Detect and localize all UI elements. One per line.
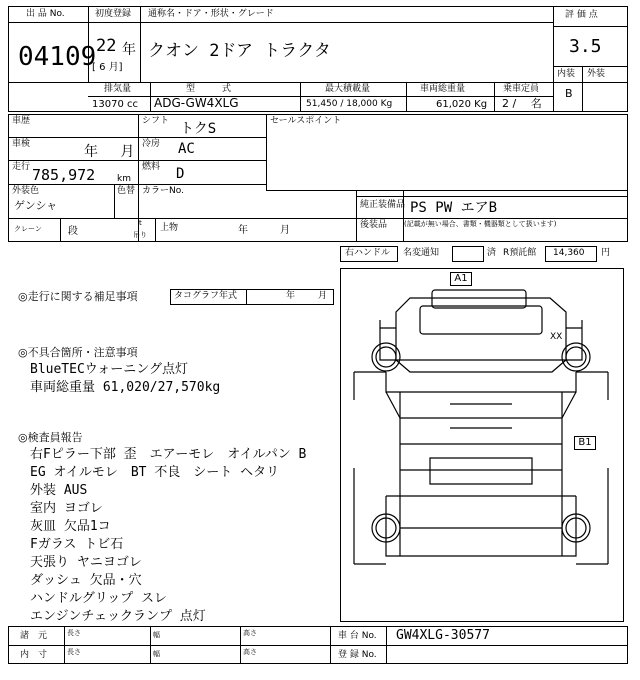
crane-t: t: [139, 219, 142, 227]
displacement-value: 13070 cc: [92, 99, 138, 110]
aftermarket-note: (記載が無い場合、書類・機器類として扱います): [404, 220, 557, 228]
crane-label: クレーン: [14, 225, 42, 233]
inspector-line: 灰皿 欠品1コ: [30, 519, 111, 534]
standard-equipment-label: 純正装備品: [360, 200, 406, 210]
height-label: 高さ: [243, 648, 257, 656]
defects-header: ◎不具合箇所・注意事項: [18, 346, 138, 359]
model-code-value: ADG-GW4XLG: [154, 96, 239, 110]
inspector-line: エンジンチェックランプ 点灯: [30, 609, 206, 624]
gross-weight-value: 61,020 Kg: [436, 99, 488, 110]
registration-label: 登 録 No.: [338, 650, 377, 660]
ext-color-value: ゲンシャ: [14, 199, 58, 212]
tachograph-label: タコグラフ年式: [174, 291, 238, 301]
r-deposit-label: R預託館: [503, 248, 537, 258]
fuel-value: D: [176, 166, 185, 182]
inspector-line: 天張り ヤニヨゴレ: [30, 555, 142, 570]
name-header-label: 通称名・ドア・形状・グレード: [148, 9, 274, 19]
defect-line: BlueTECウォーニング点灯: [30, 362, 189, 377]
inspector-line: ダッシュ 欠品・穴: [30, 573, 142, 588]
lot-number: 04109: [18, 42, 97, 72]
model-code-label: 型 式: [186, 84, 232, 94]
recycle-status: 済: [487, 248, 497, 258]
cab-outline: [396, 298, 566, 360]
top-body-year: 年: [238, 225, 248, 236]
damage-mark: B1: [574, 436, 596, 450]
color-change-label: 色替: [117, 186, 136, 196]
rating-value: 3.5: [569, 36, 602, 57]
aftermarket-label: 後装品: [360, 220, 388, 230]
shift-value: トクS: [180, 121, 217, 137]
reg-month: [ 6 月]: [92, 62, 123, 73]
first-reg-label: 初度登録: [95, 9, 132, 19]
capacity-label: 乗車定員: [503, 84, 540, 94]
rating-label: 評 価 点: [565, 10, 598, 20]
length-label: 長さ: [67, 629, 81, 637]
max-load-label: 最大積載量: [325, 84, 371, 94]
inspector-line: Fガラス トビ石: [30, 537, 124, 552]
ext-color-label: 外装色: [12, 186, 40, 196]
chassis-number: GW4XLG-30577: [396, 628, 490, 643]
inspector-line: EG オイルモレ BT 不良 シート ヘタリ: [30, 465, 280, 480]
cooling-label: 冷房: [142, 139, 161, 149]
color-code-label: カラーNo.: [142, 186, 184, 196]
length-label: 長さ: [67, 648, 81, 656]
height-label: 高さ: [243, 629, 257, 637]
mileage-value: 785,972: [32, 166, 96, 184]
standard-equipment-value: PS PW エアB: [410, 200, 498, 216]
r-deposit-value: 14,360: [553, 248, 585, 258]
chassis-label: 車 台 No.: [338, 631, 377, 641]
sales-point-label: セールスポイント: [270, 116, 342, 126]
crane-steps: 段: [68, 226, 78, 237]
exterior-label: 外装: [587, 69, 606, 79]
shift-label: シフト: [142, 116, 170, 126]
inspection-value: 年 月: [84, 144, 135, 160]
specs-row-label: 諸 元: [20, 631, 48, 641]
inspector-line: 右Fピラー下部 歪 エアーモレ オイルパン B: [30, 447, 307, 462]
damage-mark: A1: [450, 272, 472, 286]
reg-year: 22: [96, 36, 117, 56]
yen-unit: 円: [601, 248, 611, 258]
inspector-line: 室内 ヨゴレ: [30, 501, 103, 516]
width-label: 幅: [153, 650, 160, 658]
handle-value: 右ハンドル: [345, 248, 391, 258]
tachograph-year: 年: [286, 291, 296, 301]
displacement-label: 排気量: [104, 84, 132, 94]
windshield: [420, 306, 542, 334]
crane-lift: 吊り: [133, 231, 147, 239]
lot-no-label: 出 品 No.: [26, 9, 65, 19]
interior-grade: B: [565, 87, 573, 100]
cooling-value: AC: [178, 141, 195, 157]
inspection-label: 車検: [12, 139, 31, 149]
frame-rails: [400, 392, 562, 518]
tachograph-month: 月: [318, 291, 328, 301]
reg-year-unit: 年: [122, 42, 136, 58]
cab-roof: [432, 290, 526, 308]
interior-label: 内装: [557, 69, 576, 79]
inspector-line: ハンドルグリップ スレ: [30, 591, 168, 606]
rename-notice-label: 名変通知: [403, 248, 440, 258]
top-body-month: 月: [280, 225, 290, 236]
inspector-header: ◎検査員報告: [18, 431, 83, 444]
cab-rear: [396, 360, 566, 372]
history-label: 車歴: [12, 116, 31, 126]
inspector-line: 外装 AUS: [30, 483, 88, 498]
capacity-value: 2 / 名: [502, 97, 542, 110]
defect-line: 車両総重量 61,020/27,570kg: [30, 380, 221, 395]
mileage-label: 走行: [12, 162, 31, 172]
damage-mark: XX: [550, 332, 563, 342]
inner-dimension-label: 内 寸: [20, 650, 48, 660]
gross-weight-label: 車両総重量: [420, 84, 466, 94]
max-load-value: 51,450 / 18,000 Kg: [306, 99, 393, 109]
top-body-label: 上物: [160, 223, 179, 233]
width-label: 幅: [153, 631, 160, 639]
driving-notes-header: ◎走行に関する補足事項: [18, 290, 138, 303]
fuel-label: 燃料: [142, 162, 161, 172]
rename-notice-box: [452, 246, 484, 262]
model-name: クオン 2ドア トラクタ: [148, 41, 331, 61]
mileage-unit: km: [117, 174, 131, 184]
